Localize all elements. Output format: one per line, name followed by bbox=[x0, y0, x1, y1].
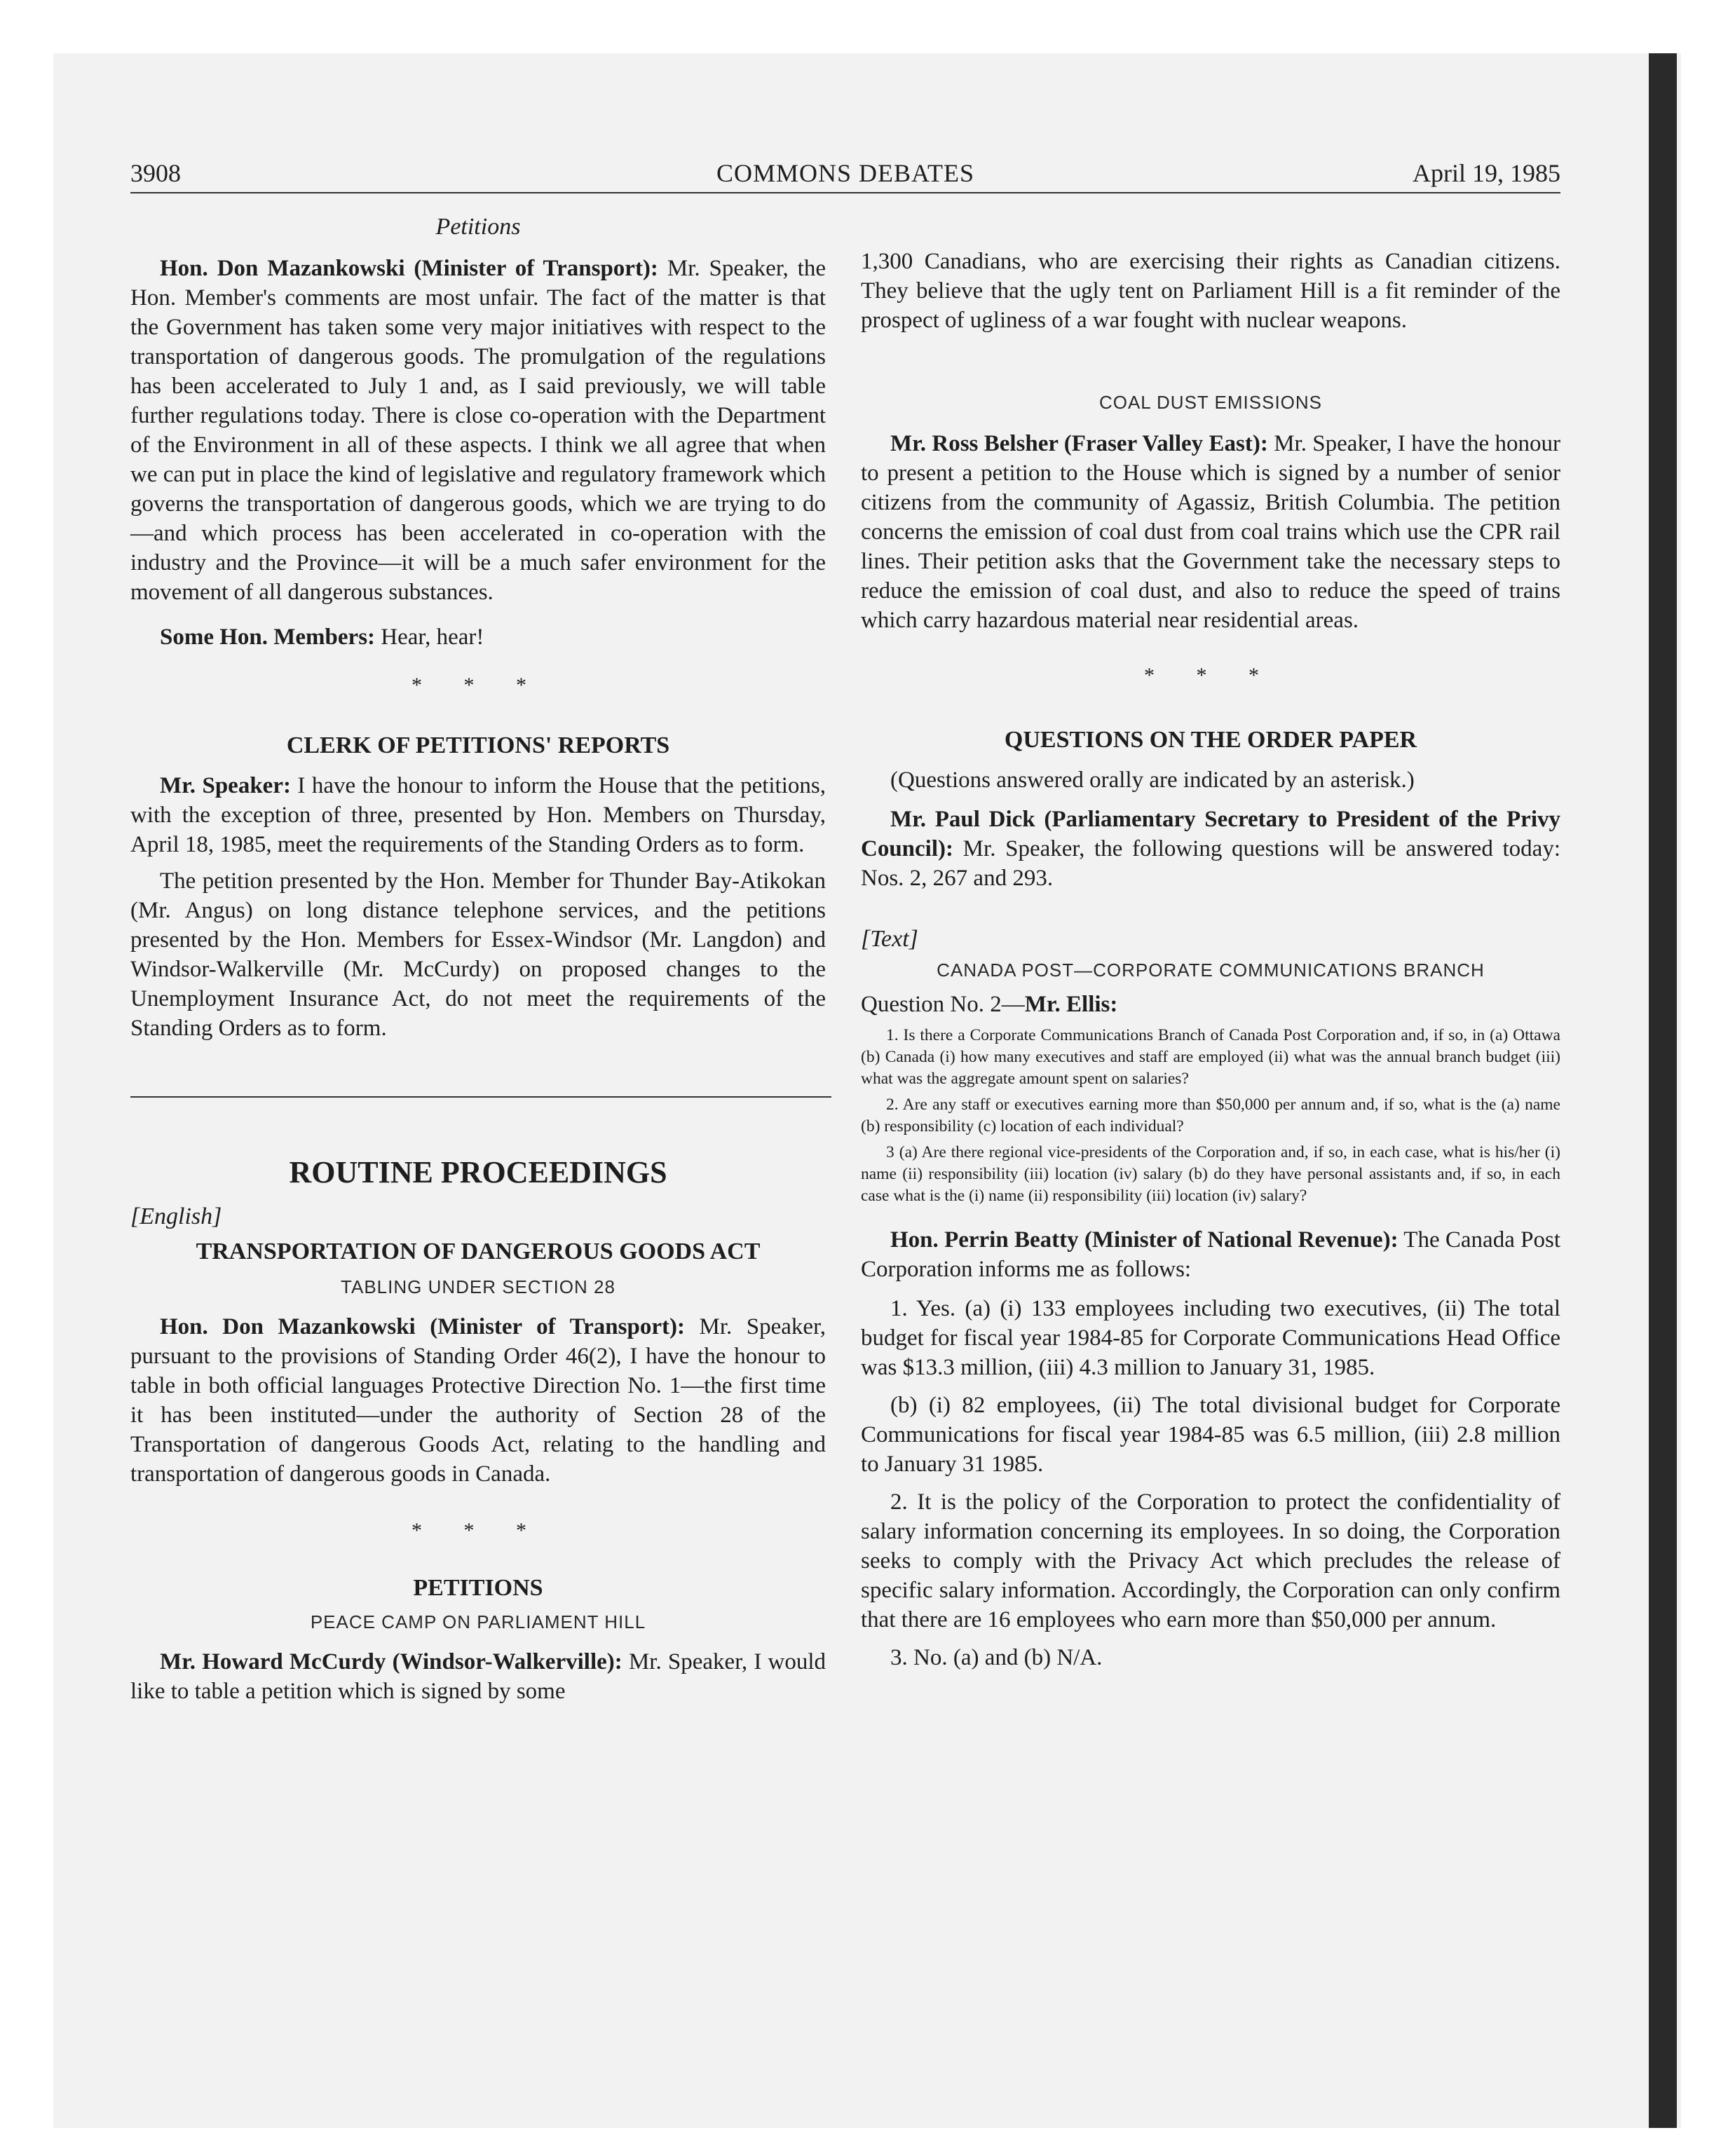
question-number bbox=[861, 990, 1560, 1019]
speech-mazankowski-2 bbox=[130, 1312, 826, 1489]
questions-note: (Questions answered orally are indicated by an asterisk.) bbox=[890, 767, 1415, 793]
answer-1b: (b) (i) 82 employees, (ii) The total divisional budget for Corporate Communications for fiscal year 1984-85 was 6.5 million, (iii) 2.8 million to January 31 1985. bbox=[861, 1393, 1560, 1477]
speaker-name: Mr. Ross Belsher (Fraser Valley East): bbox=[890, 431, 1268, 456]
speaker-name: Hon. Perrin Beatty (Minister of National Revenue): bbox=[890, 1227, 1399, 1253]
question-member: Mr. Ellis: bbox=[1024, 992, 1118, 1017]
speech-text: Mr. Speaker, I would like to table a petition which is signed by some bbox=[130, 1649, 826, 1704]
language-marker: [English] bbox=[130, 1203, 222, 1229]
speech-belsher bbox=[861, 429, 1560, 635]
heading-questions-order-paper: QUESTIONS ON THE ORDER PAPER bbox=[1004, 727, 1417, 753]
speech-mazankowski-1 bbox=[130, 254, 826, 607]
question-item-2: 2. Are any staff or executives earning more than $50,000 per annum and, if so, what is the (a) name (b) responsibility (c) location of each individual? bbox=[861, 1096, 1560, 1135]
right-column bbox=[861, 247, 1560, 1672]
speech-text: Hear, hear! bbox=[375, 625, 484, 650]
heading-petitions: PETITIONS bbox=[413, 1575, 543, 1601]
speech-dick bbox=[861, 805, 1560, 893]
question-item-3: 3 (a) Are there regional vice-presidents of the Corporation and, if so, in each case, what is his/her (i) name (ii) responsibility (iii) location (iv) salary (b) do they have personal assistants and, if so, in each case what is the (i) name (ii) responsibility (iii) location (iv) salary? bbox=[861, 1143, 1560, 1205]
speaker-name: Mr. Howard McCurdy (Windsor-Walkerville): bbox=[160, 1649, 622, 1674]
paragraph-petition-report: The petition presented by the Hon. Member for Thunder Bay-Atikokan (Mr. Angus) on long distance telephone services, and the petitions presented by the Hon. Members for Essex-Windsor (Mr. Langdon) and Windsor-Walkerville (Mr. McCurdy) on proposed changes to the Unemployment Insurance Act, do not meet the requirements of the Standing Orders as to form. bbox=[130, 868, 826, 1041]
scan-edge-shadow bbox=[1649, 53, 1677, 2128]
speaker-name: Mr. Paul Dick (Parliamentary Secretary to President of the Privy Council): bbox=[861, 807, 1560, 861]
heading-dangerous-goods-act: TRANSPORTATION OF DANGEROUS GOODS ACT bbox=[196, 1239, 761, 1264]
speech-some-members bbox=[130, 622, 826, 652]
heading-coal-dust: COAL DUST EMISSIONS bbox=[1098, 392, 1323, 413]
speaker-name: Hon. Don Mazankowski (Minister of Transport): bbox=[160, 1314, 685, 1339]
subheading-tabling: TABLING UNDER SECTION 28 bbox=[341, 1276, 615, 1297]
publication-title: COMMONS DEBATES bbox=[716, 159, 975, 187]
section-separator: * * * bbox=[411, 674, 545, 697]
answer-2: 2. It is the policy of the Corporation to protect the confidentiality of salary information concerning its employees. In so doing, the Corporation seeks to comply with the Privacy Act which precludes the release of specific salary information. Accordingly, the Corporation can only confirm that there are 16 employees who earn more than $50,000 per annum. bbox=[861, 1489, 1560, 1632]
speaker-name: Some Hon. Members: bbox=[160, 625, 376, 650]
speaker-name: Hon. Don Mazankowski (Minister of Transport): bbox=[160, 256, 658, 281]
heading-routine-proceedings: ROUTINE PROCEEDINGS bbox=[289, 1155, 667, 1189]
section-separator: * * * bbox=[411, 1519, 545, 1542]
answer-3: 3. No. (a) and (b) N/A. bbox=[890, 1645, 1103, 1670]
speech-beatty bbox=[861, 1225, 1560, 1284]
speaker-name: Mr. Speaker: bbox=[160, 773, 291, 798]
horizontal-rule bbox=[130, 1096, 831, 1098]
left-column bbox=[130, 214, 826, 1706]
heading-canada-post: CANADA POST—CORPORATE COMMUNICATIONS BRANCH bbox=[937, 960, 1485, 981]
answer-1: 1. Yes. (a) (i) 133 employees including two executives, (ii) The total budget for fiscal year 1984-85 for Corporate Communications Head Office was $13.3 million, (iii) 4.3 million to January 31, 1985. bbox=[861, 1296, 1560, 1380]
speech-text: Mr. Speaker, pursuant to the provisions of Standing Order 46(2), I have the honour to table in both official languages Protective Direction No. 1—the first time it has been instituted—under the authority of Section 28 of the Transportation of dangerous Goods Act, relating to the handling and transportation of dangerous goods in Canada. bbox=[130, 1314, 826, 1487]
question-label: Question No. 2— bbox=[861, 992, 1025, 1017]
language-marker: [Text] bbox=[861, 926, 918, 952]
speech-text: The Canada Post Corporation informs me as follows: bbox=[861, 1227, 1560, 1282]
running-header bbox=[130, 156, 1560, 193]
speech-text: Mr. Speaker, I have the honour to present a petition to the House which is signed by a number of senior citizens from the community of Agassiz, British Columbia. The petition concerns the emission of coal dust from coal trains which use the CPR rail lines. Their petition asks that the Government take the necessary steps to reduce the emission of coal dust, and also to reduce the speed of trains which carry hazardous material near residential areas. bbox=[861, 431, 1560, 633]
speech-mccurdy bbox=[130, 1647, 826, 1706]
speech-speaker bbox=[130, 771, 826, 859]
section-separator: * * * bbox=[1144, 664, 1277, 687]
heading-clerk-petitions: CLERK OF PETITIONS' REPORTS bbox=[286, 732, 670, 758]
paragraph-petition-continued: 1,300 Canadians, who are exercising their rights as Canadian citizens. They believe that the ugly tent on Parliament Hill is a fit reminder of the prospect of ugliness of a war fought with nuclear weapons. bbox=[861, 249, 1560, 333]
speech-text: Mr. Speaker, the Hon. Member's comments are most unfair. The fact of the matter is that the Government has taken some very major initiatives with respect to the transportation of dangerous goods. The promulgation of the regulations has been accelerated to July 1 and, as I said previously, we will table further regulations today. There is close co-operation with the Department of the Environment in all of these aspects. I think we all agree that when we can put in place the kind of legislative and regulatory framework which governs the transportation of dangerous goods, which we are trying to do—and which process has been accelerated in co-operation with the industry and the Province—it will be a much safer environment for the movement of all dangerous substances. bbox=[130, 256, 826, 605]
question-item-1: 1. Is there a Corporate Communications Branch of Canada Post Corporation and, if so, in (a) Ottawa (b) Canada (i) how many executives and staff are employed (ii) what was the annual branch budget (iii) what was the aggregate amount spent on salaries? bbox=[861, 1026, 1560, 1088]
publication-date: April 19, 1985 bbox=[1413, 159, 1560, 187]
section-label: Petitions bbox=[435, 214, 521, 240]
page-number: 3908 bbox=[130, 159, 181, 187]
speech-text: Mr. Speaker, the following questions will be answered today: Nos. 2, 267 and 293. bbox=[861, 836, 1560, 891]
subheading-peace-camp: PEACE CAMP ON PARLIAMENT HILL bbox=[310, 1611, 646, 1632]
speech-text: I have the honour to inform the House that the petitions, with the exception of three, presented by Hon. Members on Thursday, April 18, 1985, meet the requirements of the Standing Orders as to form. bbox=[130, 773, 826, 857]
